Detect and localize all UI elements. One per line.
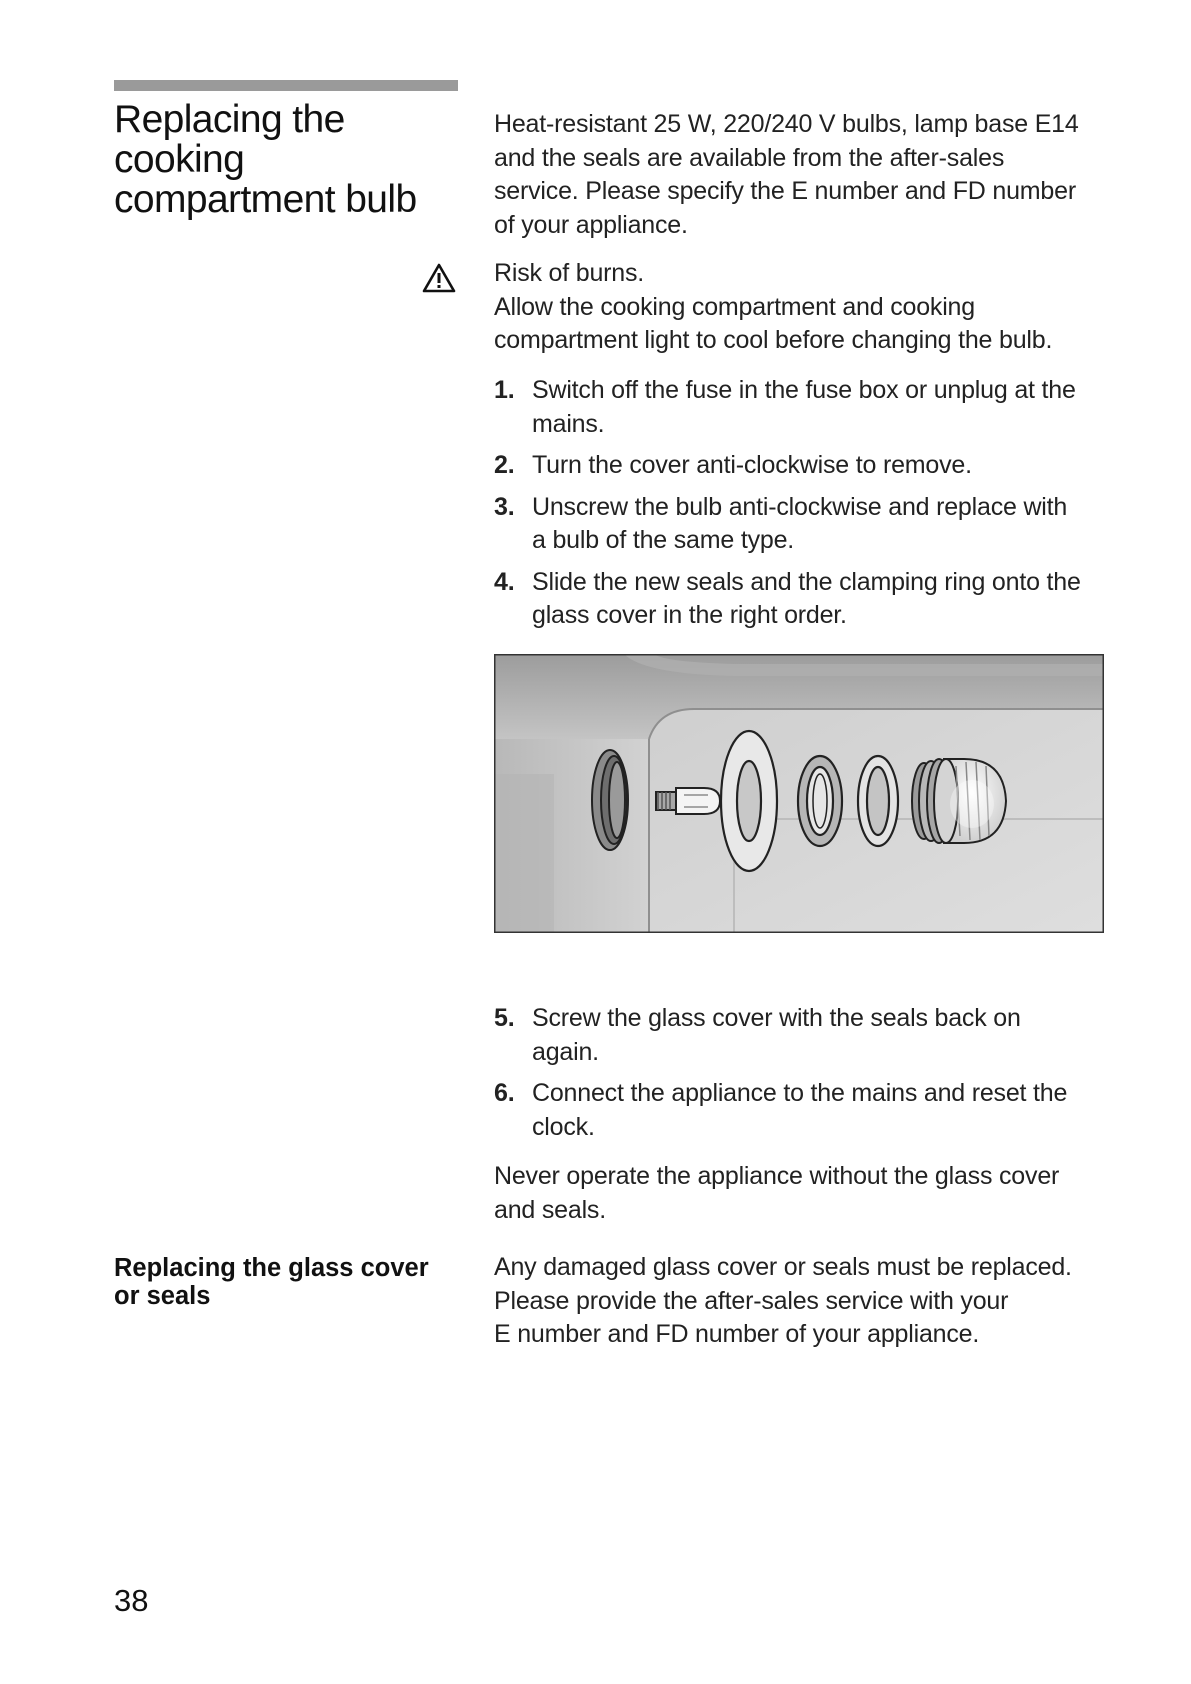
step-line: Screw the glass cover with the seals back on [532,1004,1021,1032]
subsection-line: E number and FD number of your appliance. [494,1320,980,1348]
step-item [494,449,1134,483]
step-item [494,566,1134,633]
seal-ring-outer [798,756,842,846]
large-gasket [721,731,777,871]
step-line: Switch off the fuse in the fuse box or unplug at the [532,376,1076,404]
warning-line: compartment light to cool before changing the bulb. [494,326,1053,354]
page-number: 38 [114,1583,149,1618]
halogen-bulb [656,788,720,814]
section-title-line: cooking [114,138,245,181]
steps-list-second [494,1002,1134,1152]
section-title-line: compartment bulb [114,178,417,221]
step-line: again. [532,1037,599,1066]
step-line: a bulb of the same type. [532,526,795,554]
section-title [114,100,454,220]
step-line: Connect the appliance to the mains and reset the [532,1079,1068,1107]
step-line: glass cover in the right order. [532,601,847,629]
note-line: Never operate the appliance without the glass cover [494,1162,1060,1190]
intro-line: of your appliance. [494,210,688,239]
step-line: Slide the new seals and the clamping ring onto the [532,567,1081,596]
warning-triangle-icon [421,262,457,294]
intro-line: and the seals are available from the after-sales [494,143,1005,172]
step-number: 5. [494,1004,515,1032]
subsection-text [494,1251,1134,1352]
step-number: 1. [494,376,515,404]
step-line: mains. [532,409,605,438]
intro-paragraph [494,108,1134,242]
intro-line: Heat-resistant 25 W, 220/240 V bulbs, lamp base E14 [494,110,1079,138]
subsection-line: Any damaged glass cover or seals must be replaced. [494,1253,1072,1281]
warning-line: Risk of burns. [494,259,645,287]
subsection-line: Please provide the after-sales service with your [494,1286,1009,1315]
bulb-assembly-illustration [494,654,1104,933]
lamp-socket-opening [592,750,628,850]
subsection-heading-line: or seals [114,1282,211,1310]
note-line: and seals. [494,1195,606,1224]
section-title-line: Replacing the [114,98,345,141]
seal-ring-inner [858,756,898,846]
step-number: 4. [494,567,515,596]
step-item [494,1077,1134,1144]
subsection-heading-line: Replacing the glass cover [114,1254,429,1282]
step-number: 3. [494,492,515,521]
step-item [494,374,1134,441]
safety-note [494,1160,1134,1227]
glass-cover-cap [912,759,1006,843]
step-number: 6. [494,1079,515,1107]
section-top-rule [114,80,458,91]
warning-text [494,257,1134,358]
steps-list-first [494,374,1134,641]
step-line: clock. [532,1112,595,1141]
warning-line: Allow the cooking compartment and cooking [494,292,975,321]
step-number: 2. [494,451,515,479]
intro-line: service. Please specify the E number and FD number [494,177,1076,205]
step-line: Unscrew the bulb anti-clockwise and replace with [532,492,1068,521]
step-item [494,491,1134,558]
subsection-heading [114,1254,454,1310]
step-item [494,1002,1134,1069]
step-line: Turn the cover anti-clockwise to remove. [532,451,972,479]
